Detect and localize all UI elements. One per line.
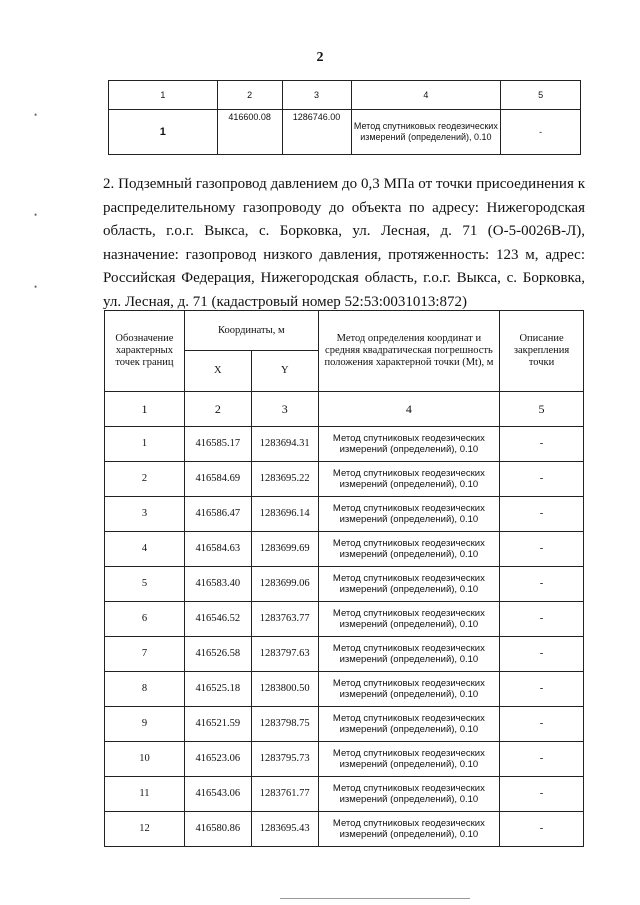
column-index: 4 xyxy=(318,392,499,427)
x-cell: 416525.18 xyxy=(184,672,251,707)
table-header-row xyxy=(105,311,584,351)
y-cell: 1286746.00 xyxy=(282,110,351,155)
point-cell: 4 xyxy=(105,532,185,567)
method-cell: Метод спутниковых геодезических измерений (определений), 0.10 xyxy=(318,532,499,567)
point-cell: 3 xyxy=(105,497,185,532)
description-cell: - xyxy=(500,462,584,497)
table-row xyxy=(105,532,584,567)
x-cell: 416584.63 xyxy=(184,532,251,567)
x-cell: 416543.06 xyxy=(184,777,251,812)
scan-dot: • xyxy=(34,110,38,120)
column-index: 2 xyxy=(217,81,282,110)
header-x: X xyxy=(184,351,251,392)
method-cell: Метод спутниковых геодезических измерений (определений), 0.10 xyxy=(318,672,499,707)
x-cell: 416580.86 xyxy=(184,812,251,847)
point-cell: 1 xyxy=(109,110,218,155)
description-cell: - xyxy=(500,637,584,672)
y-cell: 1283696.14 xyxy=(251,497,318,532)
column-index: 5 xyxy=(501,81,581,110)
table-row xyxy=(105,742,584,777)
scan-dot: • xyxy=(34,282,38,292)
y-cell: 1283694.31 xyxy=(251,427,318,462)
method-cell: Метод спутниковых геодезических измерений (определений), 0.10 xyxy=(318,427,499,462)
table-row xyxy=(105,637,584,672)
method-cell: Метод спутниковых геодезических измерений (определений), 0.10 xyxy=(318,602,499,637)
description-cell: - xyxy=(500,707,584,742)
x-cell: 416586.47 xyxy=(184,497,251,532)
description-cell: - xyxy=(500,812,584,847)
method-cell: Метод спутниковых геодезических измерений (определений), 0.10 xyxy=(318,462,499,497)
header-point: Обозначение характерных точек границ xyxy=(105,311,185,392)
column-index: 1 xyxy=(105,392,185,427)
y-cell: 1283761.77 xyxy=(251,777,318,812)
description-cell: - xyxy=(500,777,584,812)
description-cell: - xyxy=(500,742,584,777)
y-cell: 1283695.22 xyxy=(251,462,318,497)
y-cell: 1283763.77 xyxy=(251,602,318,637)
description-cell: - xyxy=(500,567,584,602)
scan-dot: • xyxy=(34,210,38,220)
method-cell: Метод спутниковых геодезических измерений (определений), 0.10 xyxy=(318,567,499,602)
table-row xyxy=(105,567,584,602)
table-row xyxy=(105,427,584,462)
header-method: Метод определения координат и средняя квадратическая погрешность положения характерной точки (Mt), м xyxy=(318,311,499,392)
x-cell: 416600.08 xyxy=(217,110,282,155)
table-row xyxy=(105,707,584,742)
method-cell: Метод спутниковых геодезических измерений (определений), 0.10 xyxy=(318,742,499,777)
table-row xyxy=(109,110,581,155)
header-y: Y xyxy=(251,351,318,392)
x-cell: 416585.17 xyxy=(184,427,251,462)
table-row xyxy=(105,777,584,812)
column-index: 2 xyxy=(184,392,251,427)
description-cell: - xyxy=(500,427,584,462)
coordinates-table xyxy=(104,310,584,847)
point-cell: 9 xyxy=(105,707,185,742)
x-cell: 416546.52 xyxy=(184,602,251,637)
point-cell: 12 xyxy=(105,812,185,847)
table-row xyxy=(105,462,584,497)
column-index: 5 xyxy=(500,392,584,427)
column-index: 3 xyxy=(251,392,318,427)
x-cell: 416521.59 xyxy=(184,707,251,742)
table-header-row xyxy=(109,81,581,110)
footer-rule xyxy=(280,898,470,899)
header-coordinates: Координаты, м xyxy=(184,311,318,351)
description-cell: - xyxy=(500,602,584,637)
y-cell: 1283800.50 xyxy=(251,672,318,707)
point-cell: 5 xyxy=(105,567,185,602)
table-row xyxy=(105,497,584,532)
point-cell: 1 xyxy=(105,427,185,462)
header-description: Описание закрепления точки xyxy=(500,311,584,392)
coordinates-table-continued xyxy=(108,80,581,155)
method-cell: Метод спутниковых геодезических измерений (определений), 0.10 xyxy=(318,812,499,847)
column-index: 1 xyxy=(109,81,218,110)
x-cell: 416526.58 xyxy=(184,637,251,672)
method-cell: Метод спутниковых геодезических измерений (определений), 0.10 xyxy=(318,497,499,532)
x-cell: 416584.69 xyxy=(184,462,251,497)
y-cell: 1283695.43 xyxy=(251,812,318,847)
table-row xyxy=(105,672,584,707)
point-cell: 7 xyxy=(105,637,185,672)
page-number: 2 xyxy=(316,50,324,65)
column-index: 3 xyxy=(282,81,351,110)
table-row xyxy=(105,602,584,637)
description-cell: - xyxy=(500,497,584,532)
object-description: 2. Подземный газопровод давлением до 0,3 МПа от точки присоединения к распределительному газопроводу до объекта по адресу: Нижегородская область, г.о.г. Выкса, с. Борковка, ул. Лесная, д. 71 (О-5-0026В-Л), назначение: газопровод низкого давления, протяженность: 123 м, адрес: Российская Федерация, Нижегородская область, г.о.г. Выкса, с. Борковка, ул. Лесная, д. 71 (кадастровый номер 52:53:0031013:872) xyxy=(103,176,585,310)
y-cell: 1283795.73 xyxy=(251,742,318,777)
point-cell: 2 xyxy=(105,462,185,497)
point-cell: 6 xyxy=(105,602,185,637)
y-cell: 1283798.75 xyxy=(251,707,318,742)
method-cell: Метод спутниковых геодезических измерений (определений), 0.10 xyxy=(318,637,499,672)
point-cell: 8 xyxy=(105,672,185,707)
x-cell: 416523.06 xyxy=(184,742,251,777)
description-cell: - xyxy=(501,110,581,155)
y-cell: 1283699.06 xyxy=(251,567,318,602)
x-cell: 416583.40 xyxy=(184,567,251,602)
y-cell: 1283699.69 xyxy=(251,532,318,567)
description-cell: - xyxy=(500,672,584,707)
point-cell: 10 xyxy=(105,742,185,777)
table-row xyxy=(105,812,584,847)
description-cell: - xyxy=(500,532,584,567)
method-cell: Метод спутниковых геодезических измерений (определений), 0.10 xyxy=(351,110,501,155)
method-cell: Метод спутниковых геодезических измерений (определений), 0.10 xyxy=(318,707,499,742)
column-index: 4 xyxy=(351,81,501,110)
y-cell: 1283797.63 xyxy=(251,637,318,672)
point-cell: 11 xyxy=(105,777,185,812)
method-cell: Метод спутниковых геодезических измерений (определений), 0.10 xyxy=(318,777,499,812)
table-index-row xyxy=(105,392,584,427)
